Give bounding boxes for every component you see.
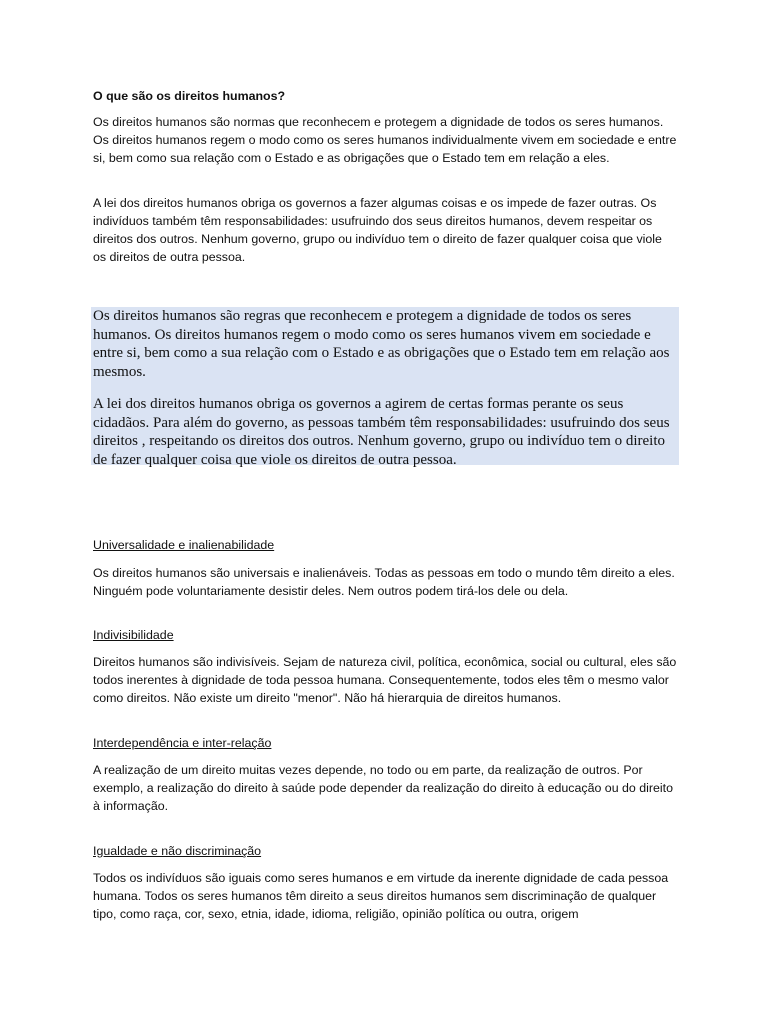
intro-paragraph-2: A lei dos direitos humanos obriga os governos a fazer algumas coisas e os impede de fazer outras. Os indivíduos também têm responsabilidades: usufruindo dos seus direitos humanos, devem respeitar os direitos dos outros. Nenhum governo, grupo ou indivíduo tem o direito de fazer qualquer coisa que viole os direitos de outra pessoa. — [93, 196, 662, 264]
document-title: O que são os direitos humanos? — [93, 89, 286, 103]
section-body-igualdade: Todos os indivíduos são iguais como seres humanos e em virtude da inerente dignidade de cada pessoa humana. Todos os seres humanos têm direito a seus direitos humanos sem discriminação de qualquer tipo, como raça, cor, sexo, etnia, idade, idioma, religião, opinião política ou outra, origem — [93, 871, 669, 921]
section-heading-igualdade: Igualdade e não discriminação — [93, 844, 262, 858]
section-body-universalidade: Os direitos humanos são universais e inalienáveis. Todas as pessoas em todo o mundo têm direito a eles. Ninguém pode voluntariamente desistir deles. Nem outros podem tirá-los dele ou dela. — [93, 566, 675, 598]
highlighted-paragraph-2: A lei dos direitos humanos obriga os governos a agirem de certas formas perante os seus cidadãos. Para além do governo, as pessoas também têm responsabilidades: usufruindo dos seus direitos , respeitando os direitos dos outros. Nenhum governo, grupo ou indivíduo tem o direito de fazer qualquer coisa que viole os direitos de outra pessoa. — [93, 396, 670, 468]
section-body-interdependencia: A realização de um direito muitas vezes depende, no todo ou em parte, da realização de outros. Por exemplo, a realização do direito à saúde pode depender da realização do direito à educação ou do direito à informação. — [93, 763, 674, 813]
highlighted-text-block — [91, 307, 679, 468]
section-heading-indivisibilidade: Indivisibilidade — [93, 628, 174, 642]
section-heading-universalidade: Universalidade e inalienabilidade — [93, 538, 275, 552]
section-heading-interdependencia: Interdependência e inter-relação — [93, 736, 272, 750]
section-body-indivisibilidade: Direitos humanos são indivisíveis. Sejam de natureza civil, política, econômica, social ou cultural, eles são todos inerentes à dignidade de toda pessoa humana. Consequentemente, todos eles têm o mesmo valor como direitos. Não existe um direito "menor". Não há hierarquia de direitos humanos. — [93, 655, 677, 705]
intro-paragraph-1: Os direitos humanos são normas que reconhecem e protegem a dignidade de todos os seres humanos. Os direitos humanos regem o modo como os seres humanos individualmente vivem em sociedade e entre si, bem como sua relação com o Estado e as obrigações que o Estado tem em relação a eles. — [93, 115, 677, 165]
highlighted-paragraph-1: Os direitos humanos são regras que reconhecem e protegem a dignidade de todos os seres humanos. Os direitos humanos regem o modo como os seres humanos vivem em sociedade e entre si, bem como a sua relação com o Estado e as obrigações que o Estado tem em relação aos mesmos. — [93, 308, 670, 380]
